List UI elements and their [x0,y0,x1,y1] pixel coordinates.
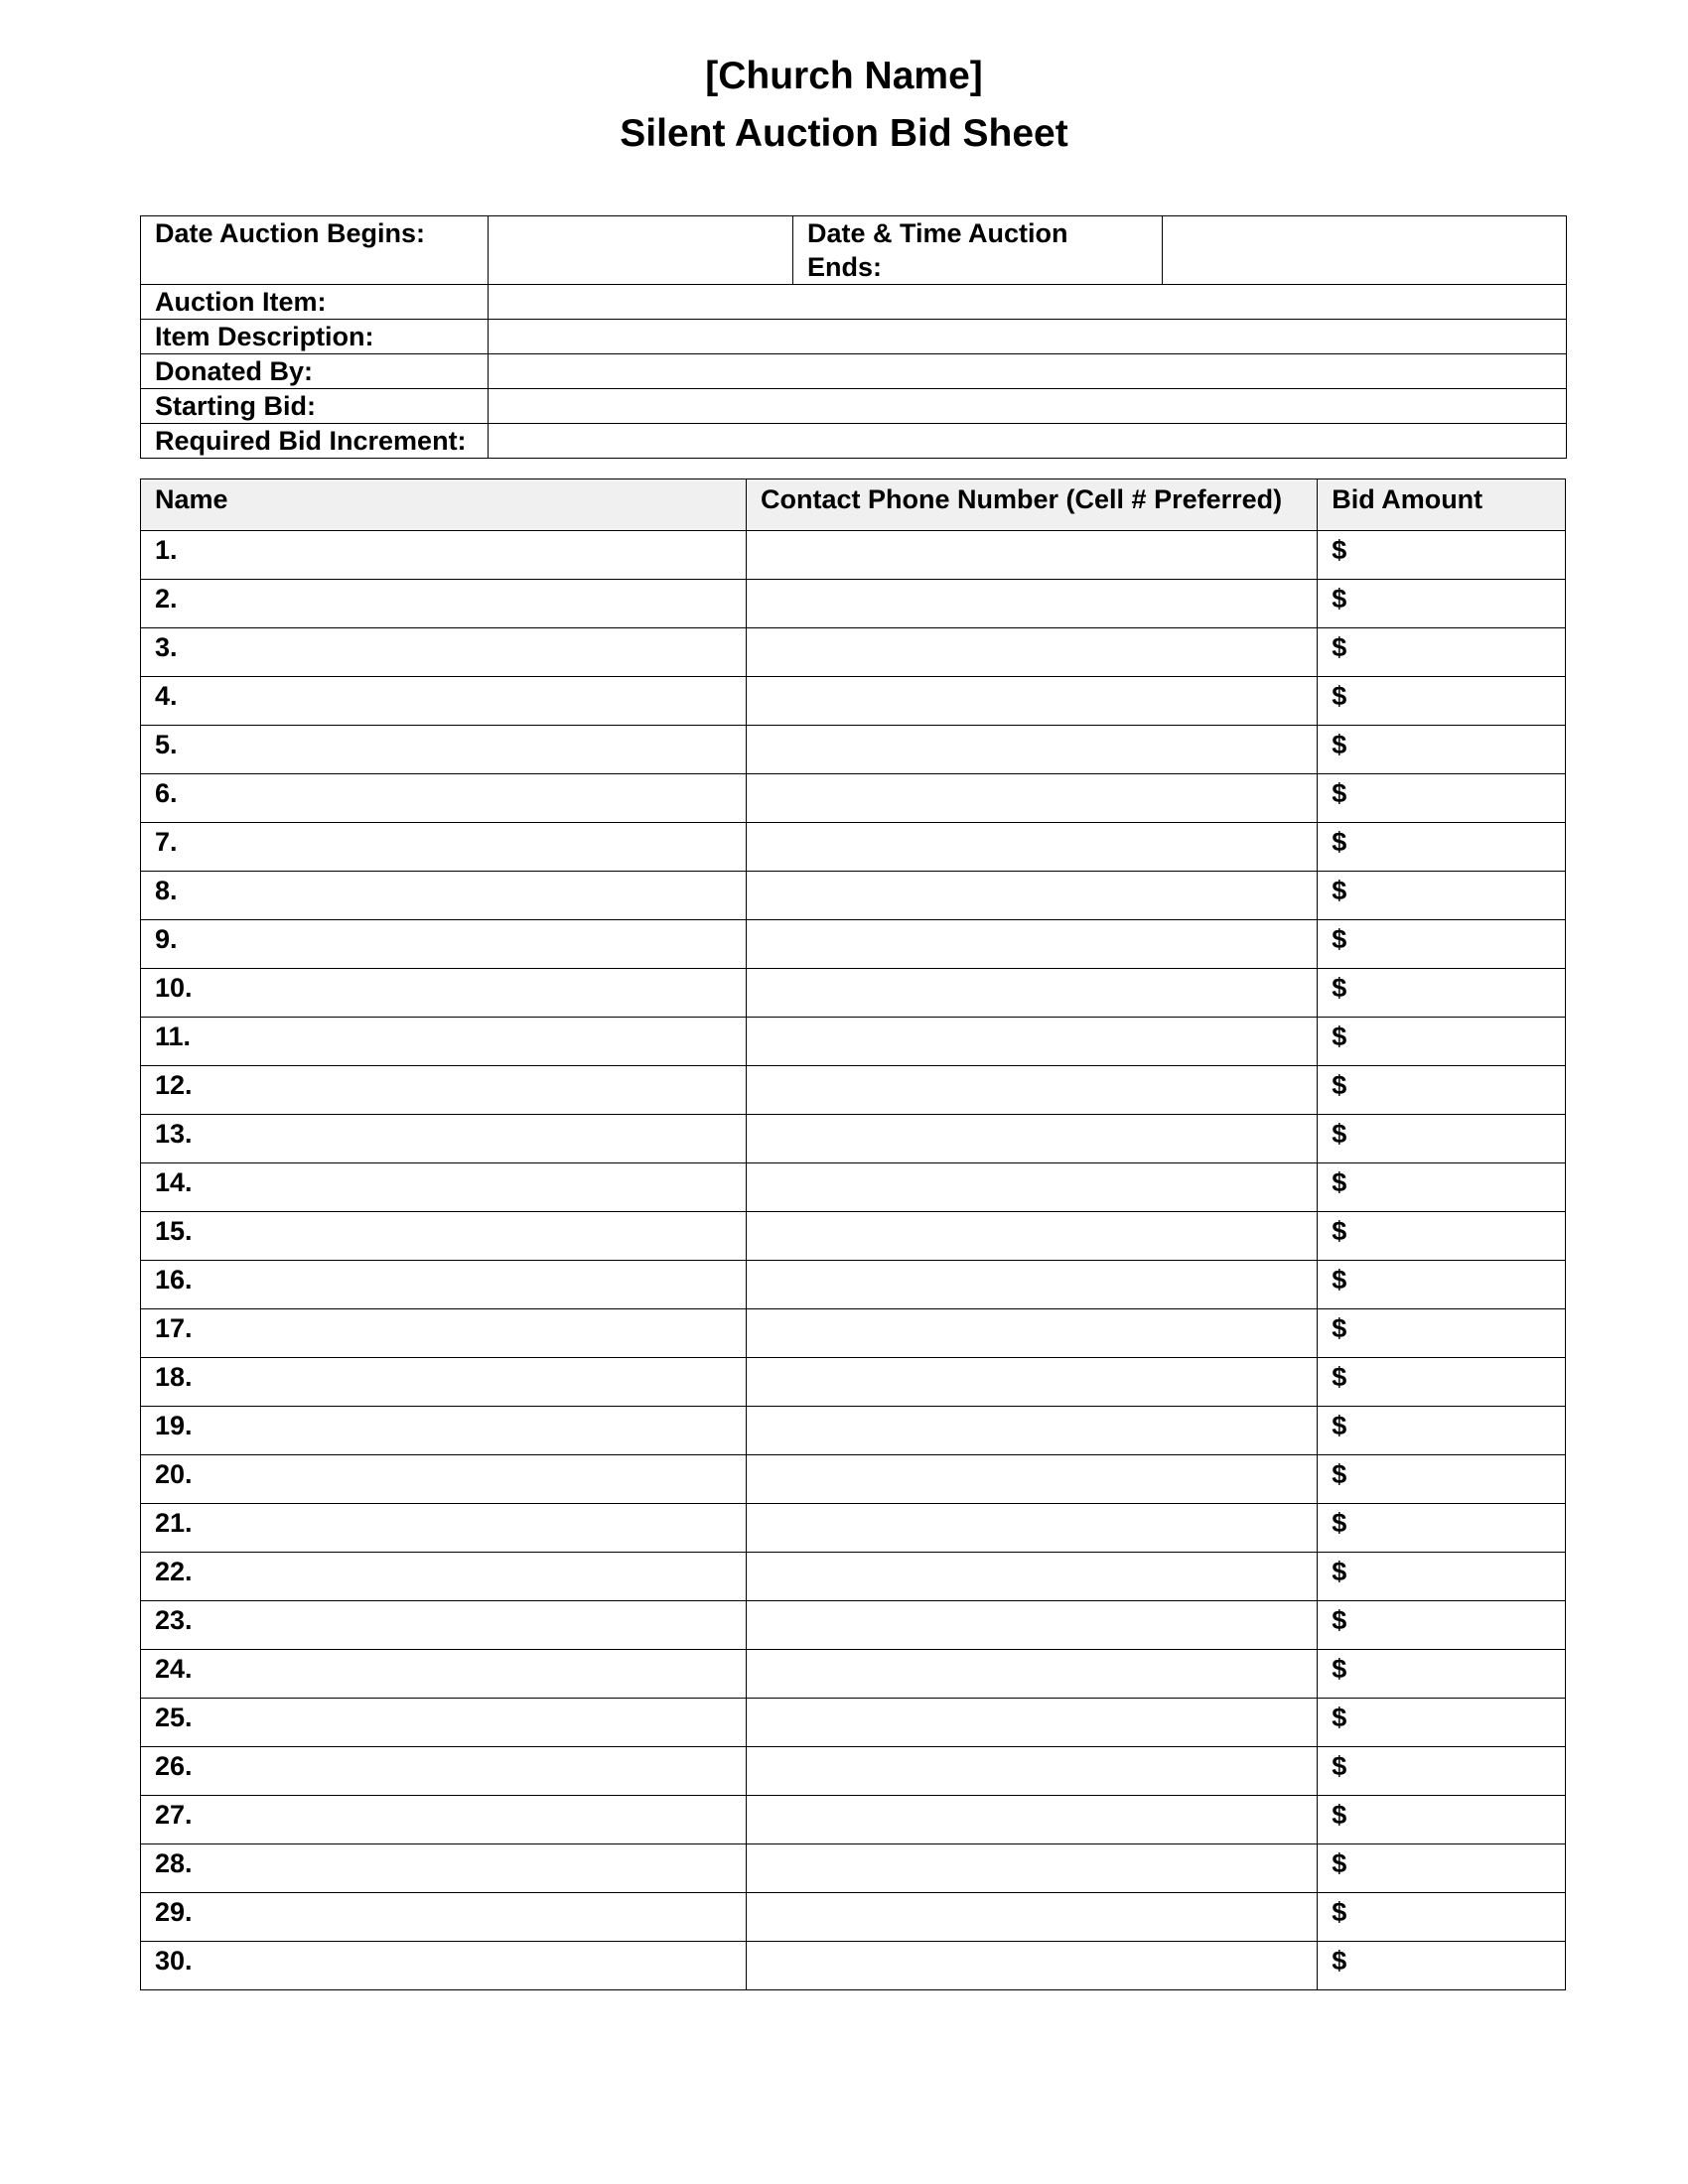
table-row [141,1650,1566,1699]
table-row [141,1942,1566,1990]
bidder-name-cell[interactable]: 20. [141,1455,747,1504]
bid-amount-cell[interactable]: $ [1318,1358,1566,1407]
bidder-name-cell[interactable]: 18. [141,1358,747,1407]
table-row [141,531,1566,580]
contact-phone-cell[interactable] [747,1747,1318,1796]
table-row [141,726,1566,774]
bid-table-header [141,479,1566,531]
contact-phone-cell[interactable] [747,1066,1318,1115]
bid-amount-cell[interactable]: $ [1318,1942,1566,1990]
bidder-name-cell[interactable]: 11. [141,1018,747,1066]
contact-phone-cell[interactable] [747,726,1318,774]
contact-phone-cell[interactable] [747,580,1318,628]
bid-amount-cell[interactable]: $ [1318,920,1566,969]
donated-by-label: Donated By: [141,354,489,389]
table-row [141,628,1566,677]
header-bid-amount: Bid Amount [1318,479,1566,531]
contact-phone-cell[interactable] [747,1553,1318,1601]
church-name-title: [Church Name] [705,55,983,97]
bid-amount-cell[interactable]: $ [1318,1844,1566,1893]
table-row [141,823,1566,872]
bidder-name-cell[interactable]: 1. [141,531,747,580]
starting-bid-label: Starting Bid: [141,389,489,424]
contact-phone-cell[interactable] [747,920,1318,969]
contact-phone-cell[interactable] [747,1455,1318,1504]
contact-phone-cell[interactable] [747,628,1318,677]
bid-amount-cell[interactable]: $ [1318,1455,1566,1504]
date-begins-label: Date Auction Begins: [141,216,489,285]
bidder-name-cell[interactable]: 30. [141,1942,747,1990]
contact-phone-cell[interactable] [747,1309,1318,1358]
table-row [141,1893,1566,1942]
contact-phone-cell[interactable] [747,1212,1318,1261]
bidder-name-cell[interactable]: 4. [141,677,747,726]
table-row [141,1407,1566,1455]
bidder-name-cell[interactable]: 28. [141,1844,747,1893]
contact-phone-cell[interactable] [747,774,1318,823]
starting-bid-field[interactable] [489,389,1567,424]
table-row [141,774,1566,823]
bid-amount-cell[interactable]: $ [1318,1407,1566,1455]
table-row [141,1261,1566,1309]
header-contact-phone: Contact Phone Number (Cell # Preferred) [747,479,1318,531]
bid-amount-cell[interactable]: $ [1318,1747,1566,1796]
table-row [141,1212,1566,1261]
bidder-name-cell[interactable]: 9. [141,920,747,969]
bidder-name-cell[interactable]: 6. [141,774,747,823]
table-row [141,969,1566,1018]
bidder-name-cell[interactable]: 26. [141,1747,747,1796]
bidder-name-cell[interactable]: 27. [141,1796,747,1844]
bid-increment-label: Required Bid Increment: [141,424,489,459]
contact-phone-cell[interactable] [747,1650,1318,1699]
date-row [141,216,1567,285]
table-row [141,1844,1566,1893]
item-description-field[interactable] [489,320,1567,354]
bidder-name-cell[interactable]: 13. [141,1115,747,1163]
contact-phone-cell[interactable] [747,677,1318,726]
bid-amount-cell[interactable]: $ [1318,823,1566,872]
bid-amount-cell[interactable]: $ [1318,1893,1566,1942]
bid-amount-cell[interactable]: $ [1318,872,1566,920]
bid-amount-cell[interactable]: $ [1318,1796,1566,1844]
contact-phone-cell[interactable] [747,1942,1318,1990]
bid-table-body [141,531,1566,1990]
bid-amount-cell[interactable]: $ [1318,628,1566,677]
table-row [141,1358,1566,1407]
contact-phone-cell[interactable] [747,872,1318,920]
bidder-name-cell[interactable]: 10. [141,969,747,1018]
bidder-name-cell[interactable]: 12. [141,1066,747,1115]
bidder-name-cell[interactable]: 16. [141,1261,747,1309]
bid-amount-cell[interactable]: $ [1318,1309,1566,1358]
bid-amount-cell[interactable]: $ [1318,1650,1566,1699]
bidder-name-cell[interactable]: 21. [141,1504,747,1553]
contact-phone-cell[interactable] [747,531,1318,580]
bid-amount-cell[interactable]: $ [1318,1261,1566,1309]
table-row [141,1309,1566,1358]
date-begins-field[interactable] [489,216,793,285]
table-row [141,1699,1566,1747]
contact-phone-cell[interactable] [747,1407,1318,1455]
auction-item-field[interactable] [489,285,1567,320]
bid-amount-cell[interactable]: $ [1318,580,1566,628]
bid-table [140,478,1566,1990]
bid-amount-cell[interactable]: $ [1318,969,1566,1018]
table-row [141,677,1566,726]
contact-phone-cell[interactable] [747,1358,1318,1407]
header-name: Name [141,479,747,531]
bid-amount-cell[interactable]: $ [1318,531,1566,580]
bid-increment-field[interactable] [489,424,1567,459]
bidder-name-cell[interactable]: 2. [141,580,747,628]
date-ends-field[interactable] [1163,216,1567,285]
bidder-name-cell[interactable]: 15. [141,1212,747,1261]
item-description-label: Item Description: [141,320,489,354]
table-row [141,1163,1566,1212]
bid-increment-row [141,424,1567,459]
table-row [141,1504,1566,1553]
contact-phone-cell[interactable] [747,1796,1318,1844]
contact-phone-cell[interactable] [747,969,1318,1018]
bid-amount-cell[interactable]: $ [1318,1504,1566,1553]
table-row [141,1066,1566,1115]
donated-by-field[interactable] [489,354,1567,389]
table-row [141,1018,1566,1066]
contact-phone-cell[interactable] [747,1893,1318,1942]
contact-phone-cell[interactable] [747,1163,1318,1212]
bid-amount-cell[interactable]: $ [1318,726,1566,774]
table-row [141,580,1566,628]
bid-amount-cell[interactable]: $ [1318,1163,1566,1212]
contact-phone-cell[interactable] [747,1115,1318,1163]
bidder-name-cell[interactable]: 25. [141,1699,747,1747]
item-description-row [141,320,1567,354]
table-row [141,1553,1566,1601]
date-ends-label: Date & Time Auction Ends: [793,216,1163,285]
bid-amount-cell[interactable]: $ [1318,1601,1566,1650]
contact-phone-cell[interactable] [747,1844,1318,1893]
bid-amount-cell[interactable]: $ [1318,1115,1566,1163]
bid-amount-cell[interactable]: $ [1318,774,1566,823]
bid-amount-cell[interactable]: $ [1318,1699,1566,1747]
table-row [141,1455,1566,1504]
contact-phone-cell[interactable] [747,1601,1318,1650]
bidder-name-cell[interactable]: 5. [141,726,747,774]
auction-info-table [140,215,1567,459]
bid-amount-cell[interactable]: $ [1318,1066,1566,1115]
bid-amount-cell[interactable]: $ [1318,1212,1566,1261]
bidder-name-cell[interactable]: 22. [141,1553,747,1601]
auction-item-row [141,285,1567,320]
donated-by-row [141,354,1567,389]
bidder-name-cell[interactable]: 24. [141,1650,747,1699]
bid-amount-cell[interactable]: $ [1318,1553,1566,1601]
auction-item-label: Auction Item: [141,285,489,320]
contact-phone-cell[interactable] [747,1504,1318,1553]
bidder-name-cell[interactable]: 23. [141,1601,747,1650]
contact-phone-cell[interactable] [747,1699,1318,1747]
bidder-name-cell[interactable]: 19. [141,1407,747,1455]
table-row [141,1115,1566,1163]
bidder-name-cell[interactable]: 7. [141,823,747,872]
contact-phone-cell[interactable] [747,823,1318,872]
table-row [141,1747,1566,1796]
table-row [141,920,1566,969]
table-row [141,1601,1566,1650]
table-row [141,1796,1566,1844]
contact-phone-cell[interactable] [747,1261,1318,1309]
bidder-name-cell[interactable]: 17. [141,1309,747,1358]
table-row [141,872,1566,920]
bidder-name-cell[interactable]: 14. [141,1163,747,1212]
contact-phone-cell[interactable] [747,1018,1318,1066]
bid-amount-cell[interactable]: $ [1318,1018,1566,1066]
bidder-name-cell[interactable]: 8. [141,872,747,920]
bid-sheet-title: Silent Auction Bid Sheet [620,112,1068,155]
bidder-name-cell[interactable]: 3. [141,628,747,677]
starting-bid-row [141,389,1567,424]
bidder-name-cell[interactable]: 29. [141,1893,747,1942]
bid-amount-cell[interactable]: $ [1318,677,1566,726]
